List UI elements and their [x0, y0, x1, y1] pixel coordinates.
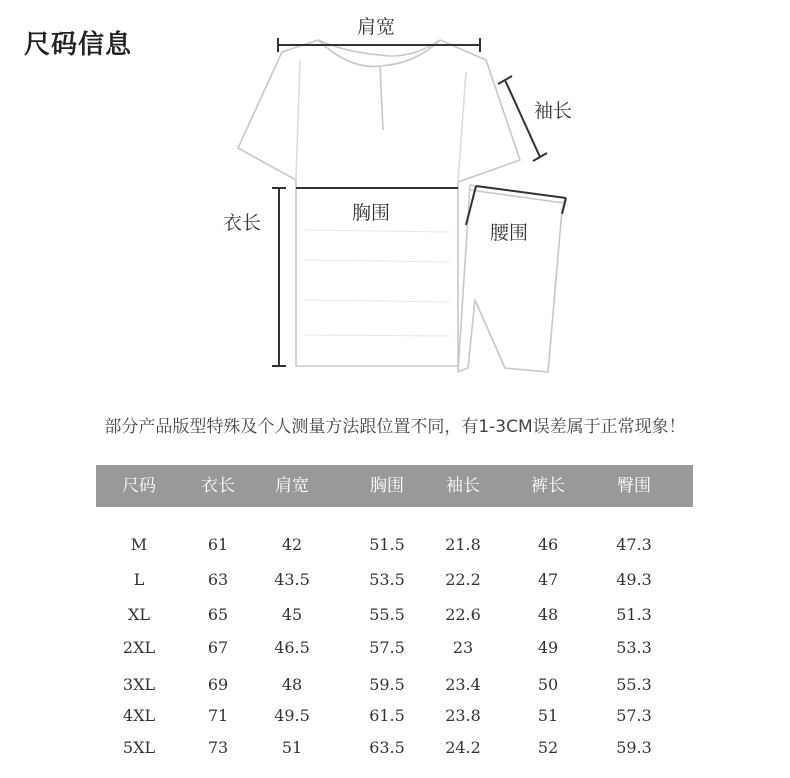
- cell-pants-length: 48: [537, 605, 559, 624]
- table-row: [0, 633, 790, 663]
- cell-sleeve: 24.2: [445, 738, 481, 757]
- cell-hip: 57.3: [616, 706, 652, 725]
- cell-shoulder: 49.5: [274, 706, 310, 725]
- cell-length: 73: [207, 738, 229, 757]
- cell-shoulder: 48: [281, 675, 303, 694]
- cell-chest: 57.5: [369, 638, 405, 657]
- cell-sleeve: 22.6: [445, 605, 481, 624]
- header-chest: 胸围: [370, 476, 404, 496]
- header-shoulder: 肩宽: [275, 476, 309, 496]
- cell-shoulder: 46.5: [274, 638, 310, 657]
- shorts-outline: [458, 185, 565, 372]
- cell-chest: 55.5: [369, 605, 405, 624]
- cell-size: L: [133, 570, 145, 589]
- page-title: 尺码信息: [24, 30, 133, 60]
- header-pants-length: 裤长: [531, 476, 565, 496]
- cell-size: 3XL: [122, 675, 156, 694]
- sleeve-label: 袖长: [534, 100, 573, 122]
- cell-pants-length: 46: [537, 535, 559, 554]
- table-row: [0, 701, 790, 731]
- chest-label: 胸围: [352, 202, 391, 224]
- cell-sleeve: 23.4: [445, 675, 481, 694]
- cell-size: XL: [127, 605, 150, 624]
- cell-hip: 49.3: [616, 570, 652, 589]
- cell-pants-length: 52: [537, 738, 559, 757]
- header-length: 衣长: [201, 476, 235, 496]
- cell-length: 71: [207, 706, 229, 725]
- cell-chest: 63.5: [369, 738, 405, 757]
- cell-pants-length: 47: [537, 570, 559, 589]
- cell-length: 61: [207, 535, 229, 554]
- cell-shoulder: 42: [281, 535, 303, 554]
- cell-size: 2XL: [122, 638, 156, 657]
- cell-hip: 47.3: [616, 535, 652, 554]
- size-table-header: [96, 465, 693, 507]
- cell-shoulder: 43.5: [274, 570, 310, 589]
- cell-chest: 51.5: [369, 535, 405, 554]
- cell-hip: 51.3: [616, 605, 652, 624]
- cell-length: 63: [207, 570, 229, 589]
- table-row: [0, 565, 790, 595]
- cell-size: 5XL: [122, 738, 156, 757]
- measurement-disclaimer: 部分产品版型特殊及个人测量方法跟位置不同，有1-3CM误差属于正常现象！: [104, 417, 686, 437]
- cell-shoulder: 45: [281, 605, 303, 624]
- cell-sleeve: 23.8: [445, 706, 481, 725]
- table-row: [0, 600, 790, 630]
- header-hip: 臀围: [617, 476, 651, 496]
- table-row: [0, 530, 790, 560]
- cell-chest: 53.5: [369, 570, 405, 589]
- cell-hip: 53.3: [616, 638, 652, 657]
- cell-length: 69: [207, 675, 229, 694]
- header-size: 尺码: [122, 476, 156, 496]
- cell-chest: 61.5: [369, 706, 405, 725]
- cell-length: 67: [207, 638, 229, 657]
- cell-length: 65: [207, 605, 229, 624]
- waist-label: 腰围: [490, 222, 529, 244]
- cell-sleeve: 22.2: [445, 570, 481, 589]
- cell-size: 4XL: [122, 706, 156, 725]
- cell-sleeve: 21.8: [445, 535, 481, 554]
- cell-size: M: [130, 535, 148, 554]
- cell-pants-length: 49: [537, 638, 559, 657]
- cell-pants-length: 51: [537, 706, 559, 725]
- cell-chest: 59.5: [369, 675, 405, 694]
- table-row: [0, 733, 790, 763]
- shoulder-label: 肩宽: [357, 16, 396, 38]
- cell-pants-length: 50: [537, 675, 559, 694]
- cell-sleeve: 23: [452, 638, 474, 657]
- table-row: [0, 670, 790, 700]
- header-sleeve: 袖长: [446, 476, 480, 496]
- cell-hip: 59.3: [616, 738, 652, 757]
- cell-shoulder: 51: [281, 738, 303, 757]
- length-label: 衣长: [223, 212, 262, 234]
- cell-hip: 55.3: [616, 675, 652, 694]
